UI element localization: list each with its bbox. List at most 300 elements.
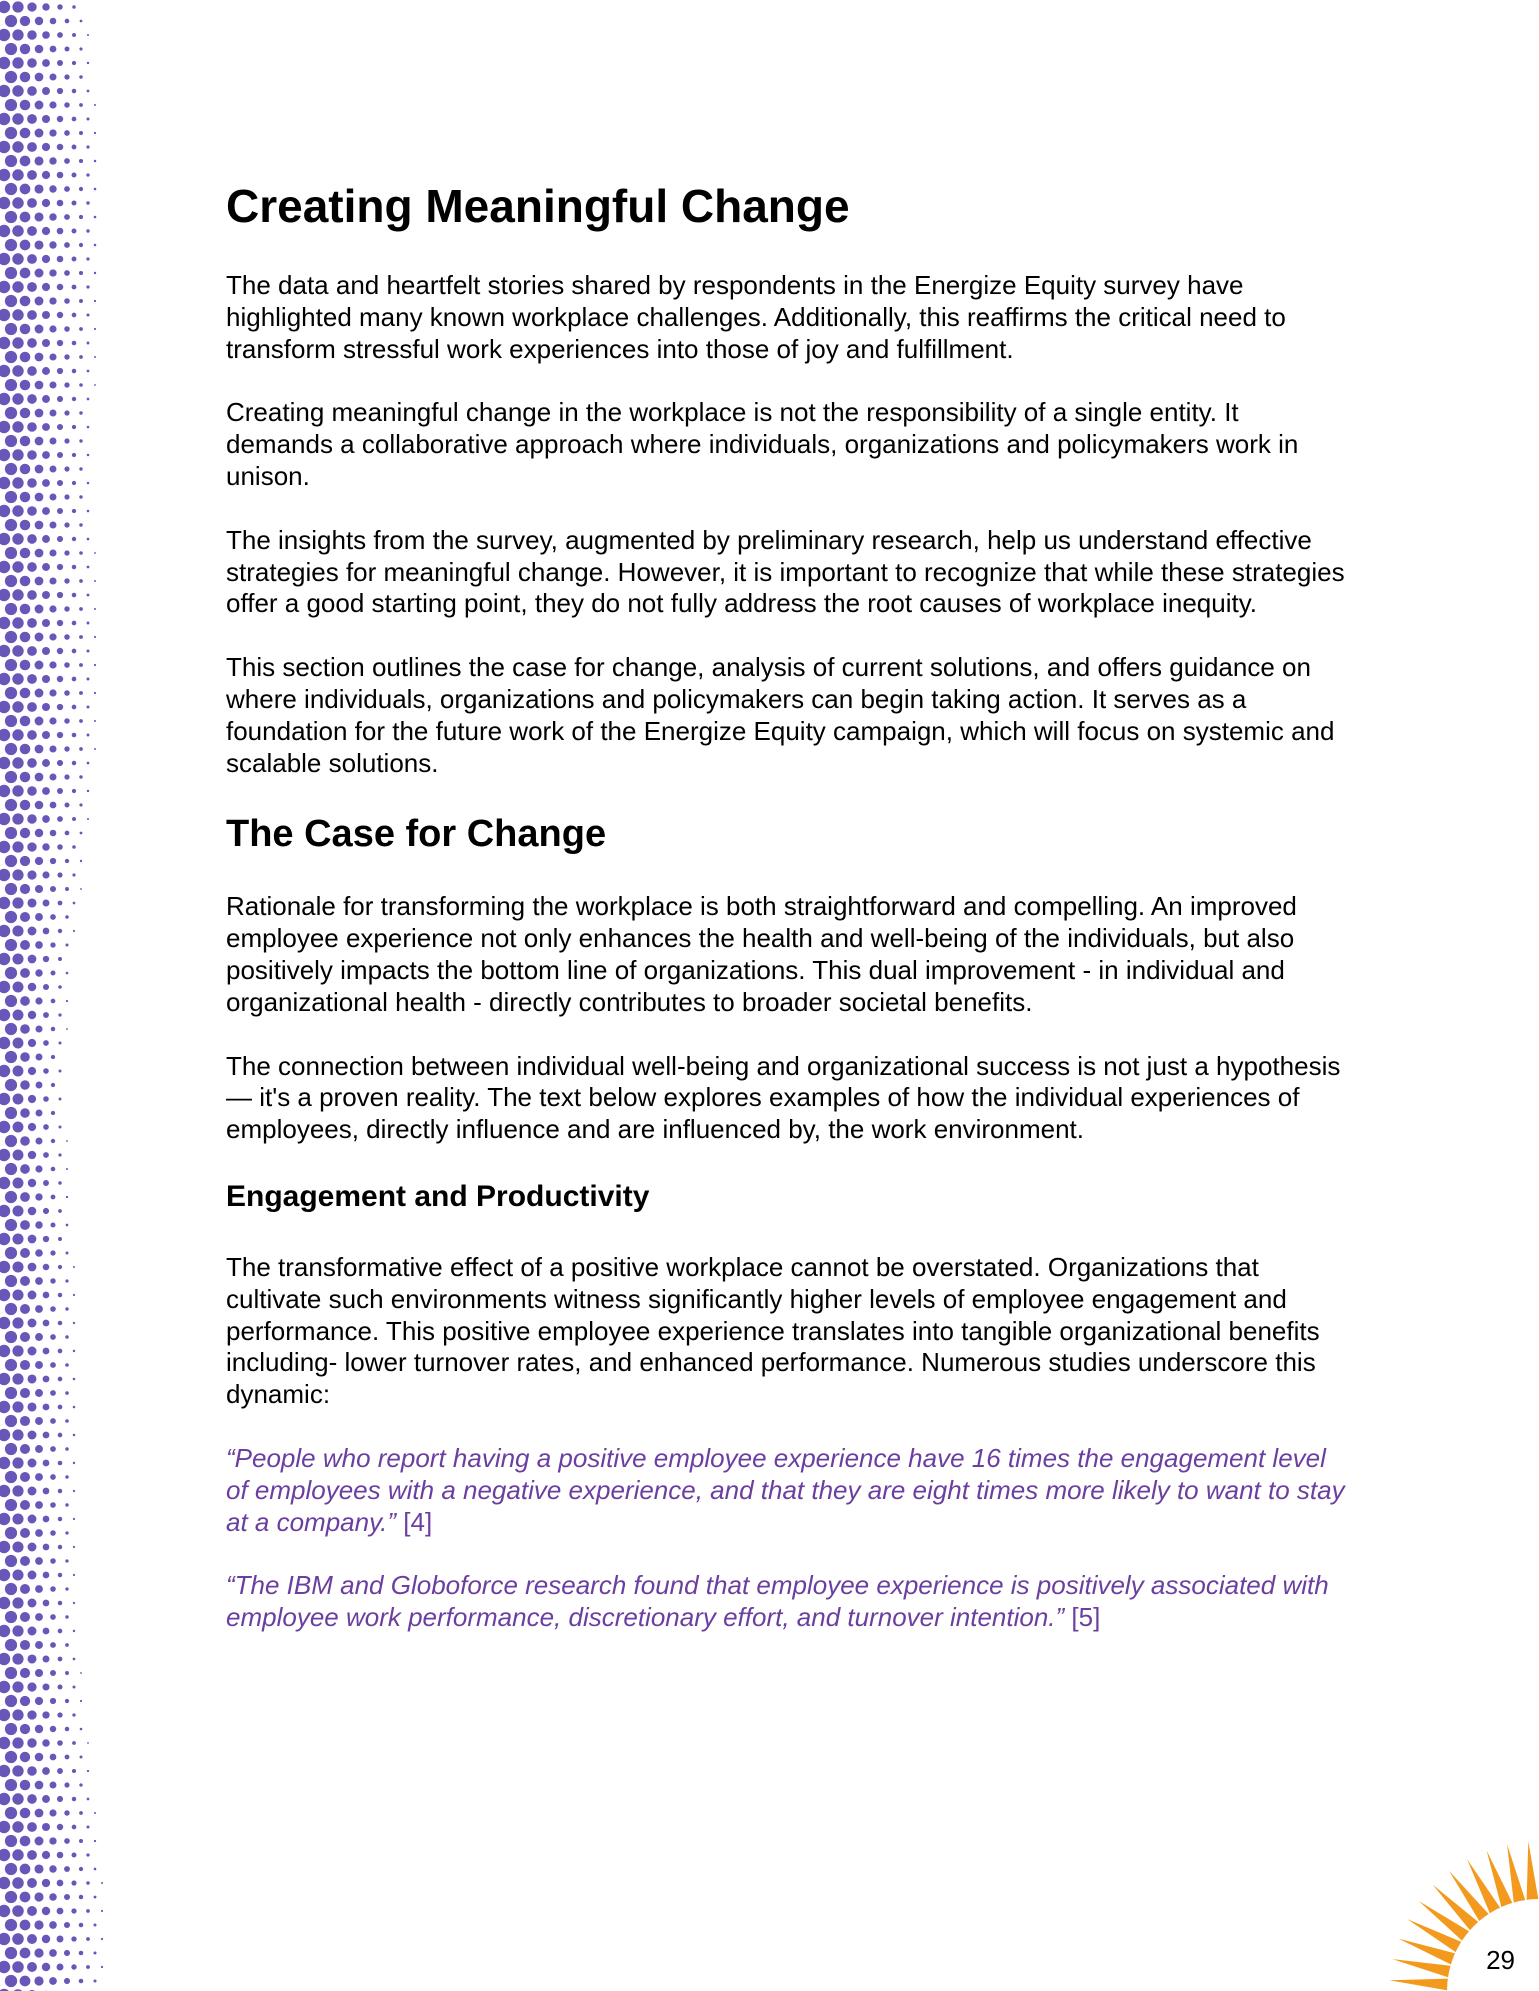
halftone-dot (87, 818, 89, 820)
halftone-dot (73, 1322, 75, 1324)
halftone-dot (35, 1333, 43, 1341)
halftone-dot (94, 328, 96, 330)
halftone-dot (0, 1149, 10, 1161)
halftone-dot (79, 495, 82, 498)
halftone-dot (20, 1696, 30, 1706)
halftone-dot (0, 337, 10, 349)
halftone-dot (20, 1360, 30, 1370)
halftone-dot (20, 1808, 31, 1819)
halftone-dot (79, 775, 82, 778)
halftone-dot (79, 187, 83, 191)
halftone-dot (50, 1222, 55, 1227)
halftone-dot (64, 242, 70, 248)
halftone-dot (71, 1964, 76, 1969)
halftone-dot (0, 1877, 10, 1889)
halftone-dot (27, 1934, 37, 1944)
halftone-dot (94, 188, 97, 191)
halftone-dot (42, 1879, 50, 1887)
halftone-dot (86, 1937, 90, 1941)
halftone-dot (0, 1457, 10, 1469)
halftone-dot (42, 787, 50, 795)
halftone-dot (57, 648, 63, 654)
halftone-dot (79, 663, 83, 667)
halftone-dot (57, 4, 62, 9)
halftone-dot (28, 955, 37, 964)
halftone-dot (35, 997, 42, 1004)
halftone-dot (57, 32, 63, 38)
halftone-dot (27, 1374, 36, 1383)
intro-paragraph-1: The data and heartfelt stories shared by respondents in the Energize Equity survey have highlighted many known workplace challenges. Additionally, this reaffirms the critical need to transform stressful work experiences into those of joy and fulfillment. (226, 270, 1286, 364)
halftone-dot (0, 169, 10, 181)
halftone-dot (72, 313, 77, 318)
halftone-dot (0, 561, 10, 573)
halftone-dot (12, 533, 23, 544)
halftone-dot (12, 1793, 23, 1804)
halftone-dot (66, 1196, 68, 1198)
halftone-dot (64, 690, 70, 696)
halftone-dot (66, 1224, 69, 1227)
halftone-dot (64, 1978, 70, 1984)
halftone-dot (0, 673, 10, 685)
halftone-dot (35, 885, 43, 893)
halftone-dot (0, 1653, 10, 1665)
halftone-dot (5, 687, 17, 699)
halftone-dot (49, 185, 56, 192)
halftone-dot (79, 691, 83, 695)
halftone-dot (28, 1291, 37, 1300)
halftone-dot (57, 284, 64, 291)
halftone-dot (35, 1725, 43, 1733)
halftone-dot (50, 438, 57, 445)
halftone-dot (42, 619, 50, 627)
halftone-dot (5, 1359, 17, 1371)
halftone-dot (28, 1319, 37, 1328)
halftone-dot (0, 1289, 10, 1301)
halftone-dot (0, 841, 10, 853)
halftone-dot (34, 1892, 43, 1901)
halftone-dot (73, 1518, 75, 1520)
halftone-dot (0, 1401, 10, 1413)
halftone-dot (94, 720, 96, 722)
halftone-dot (0, 869, 10, 881)
halftone-dot (12, 1485, 23, 1496)
halftone-dot (87, 1770, 89, 1772)
halftone-dot (5, 1611, 17, 1623)
halftone-dot (20, 856, 30, 866)
halftone-dot (50, 1446, 56, 1452)
halftone-dot (57, 1908, 64, 1915)
intro-paragraph-4: This section outlines the case for change, analysis of current solutions, and offers guidance on where individuals, organizations and policymakers can begin taking action. It serves as a foundation for the future work of the Energize Equity campaign, which will focus on systemic and scalable solutions. (226, 652, 1335, 778)
halftone-dot (50, 1642, 56, 1648)
halftone-dot (35, 661, 44, 670)
halftone-dot (0, 1485, 10, 1497)
halftone-dot (27, 198, 37, 208)
halftone-dot (27, 842, 36, 851)
halftone-dot (50, 1782, 57, 1789)
halftone-dot (42, 1711, 49, 1718)
halftone-dot (43, 1292, 50, 1299)
halftone-dot (20, 268, 31, 279)
halftone-dot (20, 1892, 31, 1903)
halftone-dot (72, 1713, 75, 1716)
halftone-dot (35, 1501, 43, 1509)
halftone-dot (35, 297, 44, 306)
halftone-dot (94, 1896, 97, 1899)
halftone-dot (43, 1348, 50, 1355)
halftone-dot (42, 1907, 50, 1915)
halftone-dot (66, 1252, 69, 1255)
halftone-dot (50, 1250, 55, 1255)
halftone-dot (64, 634, 70, 640)
halftone-dot (86, 173, 89, 176)
halftone-dot (64, 354, 69, 359)
halftone-dot (73, 1602, 75, 1604)
halftone-dot (66, 972, 69, 975)
halftone-dot (57, 60, 63, 66)
halftone-dot (49, 129, 56, 136)
halftone-dot (35, 1193, 42, 1200)
halftone-dot (80, 832, 83, 835)
halftone-dot (72, 1741, 76, 1745)
halftone-dot (65, 831, 70, 836)
halftone-dot (72, 649, 77, 654)
halftone-dot (35, 1473, 43, 1481)
halftone-dot (5, 1387, 17, 1399)
halftone-dot (0, 981, 10, 993)
halftone-dot (35, 1221, 42, 1228)
halftone-dot (27, 898, 36, 907)
halftone-dot (35, 1809, 44, 1818)
halftone-dot (5, 827, 17, 839)
halftone-dot (72, 369, 76, 373)
halftone-dot (72, 1825, 77, 1830)
halftone-dot (43, 1516, 50, 1523)
halftone-dot (27, 1402, 36, 1411)
halftone-dot (80, 1728, 83, 1731)
halftone-dot (27, 1906, 37, 1916)
halftone-dot (20, 1024, 30, 1034)
halftone-dot (0, 925, 10, 937)
halftone-dot (5, 1751, 17, 1763)
halftone-dot (12, 1429, 23, 1440)
halftone-dot (35, 941, 43, 949)
halftone-dot (12, 505, 23, 516)
halftone-dot (94, 1924, 97, 1927)
halftone-dot (20, 996, 30, 1006)
halftone-dot (58, 1573, 62, 1577)
halftone-dot (12, 1737, 23, 1748)
halftone-dot (57, 1712, 62, 1717)
halftone-dot (20, 156, 31, 167)
halftone-dot (50, 46, 57, 53)
halftone-dot (0, 1233, 10, 1245)
halftone-dot (42, 171, 50, 179)
halftone-dot (35, 101, 44, 110)
halftone-dot (72, 817, 76, 821)
halftone-dot (35, 577, 44, 586)
halftone-dot (27, 366, 37, 376)
halftone-dot (5, 1275, 17, 1287)
halftone-dot (94, 692, 96, 694)
halftone-dot (20, 1668, 30, 1678)
halftone-dot (5, 1219, 17, 1231)
halftone-dot (5, 211, 17, 223)
halftone-dot (28, 1543, 37, 1552)
halftone-dot (35, 325, 44, 334)
halftone-dot (0, 1345, 10, 1357)
halftone-dot (71, 1880, 76, 1885)
halftone-dot (5, 127, 17, 139)
halftone-dot (93, 1979, 96, 1982)
halftone-dot (72, 453, 76, 457)
halftone-dot (28, 1207, 37, 1216)
halftone-dot (5, 1415, 17, 1427)
halftone-dot (0, 1373, 10, 1385)
halftone-dot (28, 1123, 36, 1131)
halftone-dot (79, 1811, 83, 1815)
halftone-dot (35, 717, 44, 726)
halftone-dot (72, 397, 76, 401)
halftone-dot (12, 141, 23, 152)
halftone-dot (27, 422, 37, 432)
halftone-dot (0, 1905, 10, 1917)
halftone-dot (28, 1515, 37, 1524)
halftone-dot (20, 716, 31, 727)
halftone-dot (64, 1782, 69, 1787)
halftone-dot (0, 197, 10, 209)
halftone-dot (0, 1597, 10, 1609)
halftone-dot (73, 1630, 75, 1632)
halftone-dot (79, 1951, 84, 1956)
halftone-dot (73, 1546, 75, 1548)
halftone-dot (35, 605, 44, 614)
halftone-dot (49, 577, 56, 584)
halftone-dot (5, 1191, 17, 1203)
halftone-dot (42, 199, 50, 207)
halftone-dot (49, 157, 56, 164)
halftone-dot (27, 646, 37, 656)
halftone-dot (50, 1754, 57, 1761)
halftone-dot (20, 380, 31, 391)
page-content (226, 178, 1346, 1666)
halftone-dot (79, 803, 82, 806)
halftone-dot (5, 1303, 17, 1315)
halftone-dot (12, 337, 23, 348)
halftone-dot (80, 1672, 82, 1674)
halftone-dot (73, 930, 75, 932)
halftone-dot (0, 617, 10, 629)
halftone-dot (50, 1530, 56, 1536)
halftone-dot (28, 1011, 36, 1019)
halftone-dot (57, 1880, 64, 1887)
halftone-dot (5, 1975, 17, 1987)
halftone-dot (0, 1625, 10, 1637)
halftone-dot (13, 1066, 24, 1077)
halftone-dot (79, 327, 83, 331)
halftone-dot (86, 649, 89, 652)
halftone-dot (35, 1389, 43, 1397)
halftone-dot (79, 159, 83, 163)
halftone-dot (43, 1040, 49, 1046)
halftone-dot (35, 1445, 43, 1453)
halftone-dot (12, 813, 23, 824)
halftone-dot (12, 365, 23, 376)
halftone-dot (50, 1670, 56, 1676)
halftone-dot (27, 338, 37, 348)
halftone-dot (0, 393, 10, 405)
halftone-dot (64, 214, 70, 220)
halftone-dot (51, 1111, 55, 1115)
halftone-dot (57, 872, 62, 877)
halftone-dot (49, 1921, 57, 1929)
halftone-dot (49, 381, 56, 388)
halftone-dot (12, 85, 23, 96)
halftone-dot (0, 1009, 10, 1021)
halftone-dot (50, 1558, 56, 1564)
halftone-dot (57, 536, 63, 542)
halftone-dot (27, 1878, 37, 1888)
halftone-dot (50, 494, 57, 501)
halftone-dot (0, 85, 10, 97)
halftone-dot (12, 1541, 23, 1552)
halftone-dot (5, 631, 17, 643)
halftone-dot (5, 743, 17, 755)
halftone-dot (42, 1935, 50, 1943)
halftone-dot (72, 341, 77, 346)
halftone-dot (58, 1321, 63, 1326)
halftone-dot (42, 283, 50, 291)
halftone-dot (27, 786, 37, 796)
halftone-dot (73, 1434, 76, 1437)
halftone-dot (51, 1139, 55, 1143)
halftone-dot (34, 212, 43, 221)
halftone-dot (0, 1737, 10, 1749)
halftone-dot (79, 1783, 82, 1786)
halftone-dot (5, 1079, 17, 1091)
halftone-dot (64, 74, 69, 79)
halftone-dot (35, 45, 44, 54)
halftone-dot (20, 800, 30, 810)
halftone-dot (20, 1388, 30, 1398)
halftone-dot (58, 1125, 61, 1128)
halftone-dot (20, 548, 31, 559)
halftone-dot (42, 1963, 50, 1971)
halftone-dot (20, 968, 30, 978)
halftone-dot (5, 547, 17, 559)
halftone-dot (35, 1361, 43, 1369)
halftone-dot (0, 1177, 10, 1189)
halftone-dot (65, 47, 70, 52)
halftone-dot (28, 1431, 37, 1440)
halftone-dot (5, 155, 17, 167)
halftone-dot (35, 1641, 43, 1649)
halftone-dot (20, 1640, 30, 1650)
halftone-dot (42, 871, 49, 878)
halftone-dot (12, 253, 23, 264)
halftone-dot (65, 1391, 69, 1395)
halftone-dot (12, 925, 23, 936)
halftone-dot (0, 785, 10, 797)
halftone-dot (79, 103, 83, 107)
halftone-dot (28, 1235, 37, 1244)
halftone-dot (28, 1599, 37, 1608)
halftone-dot (58, 1545, 62, 1549)
halftone-dot (71, 1908, 76, 1913)
halftone-dot (65, 1363, 69, 1367)
halftone-dot (72, 1685, 75, 1688)
halftone-dot (42, 1823, 50, 1831)
halftone-dot (64, 1866, 70, 1872)
halftone-dot (72, 509, 76, 513)
halftone-dot (59, 1098, 62, 1101)
halftone-dot (65, 1727, 70, 1732)
halftone-dot (50, 1726, 56, 1732)
halftone-dot (65, 1279, 68, 1282)
sun-logo-icon (1379, 1831, 1539, 1991)
halftone-dot (87, 566, 90, 569)
halftone-dot (94, 636, 96, 638)
halftone-dot (20, 1248, 30, 1258)
halftone-dot (51, 999, 56, 1004)
halftone-dot (65, 1475, 68, 1478)
halftone-dot (5, 1583, 17, 1595)
halftone-dot (51, 1195, 56, 1200)
halftone-dot (72, 89, 77, 94)
halftone-dot (57, 116, 63, 122)
halftone-dot (71, 1936, 76, 1941)
halftone-dot (43, 1152, 49, 1158)
halftone-dot (5, 1667, 17, 1679)
halftone-dot (50, 1418, 56, 1424)
halftone-dot (42, 1795, 50, 1803)
halftone-dot (42, 31, 50, 39)
halftone-dot (5, 799, 17, 811)
halftone-dot (0, 1513, 10, 1525)
halftone-dot (12, 1261, 23, 1272)
halftone-dot (64, 718, 69, 723)
halftone-dot (28, 1263, 37, 1272)
halftone-dot (20, 1304, 30, 1314)
halftone-dot (73, 1658, 76, 1661)
halftone-dot (12, 1877, 24, 1889)
halftone-dot (64, 746, 69, 751)
halftone-dot (20, 1276, 30, 1286)
halftone-dot (49, 353, 56, 360)
halftone-dot (49, 1977, 57, 1985)
halftone-dot (50, 1698, 56, 1704)
halftone-dot (64, 270, 70, 276)
halftone-dot (72, 565, 76, 569)
halftone-dot (80, 860, 82, 862)
halftone-dot (28, 983, 37, 992)
halftone-dot (35, 1025, 42, 1032)
halftone-dot (72, 677, 77, 682)
halftone-dot (0, 113, 10, 125)
halftone-dot (20, 212, 31, 223)
halftone-dot (49, 745, 56, 752)
halftone-dot (35, 493, 44, 502)
halftone-dot (86, 1853, 89, 1856)
halftone-dot (20, 940, 30, 950)
halftone-dot (42, 87, 50, 95)
halftone-dot (0, 253, 10, 265)
halftone-dot (0, 729, 10, 741)
halftone-dot (65, 1559, 68, 1562)
halftone-dot (20, 1220, 30, 1230)
halftone-dot (72, 1769, 76, 1773)
halftone-dot (12, 1653, 23, 1664)
halftone-dot (20, 296, 31, 307)
